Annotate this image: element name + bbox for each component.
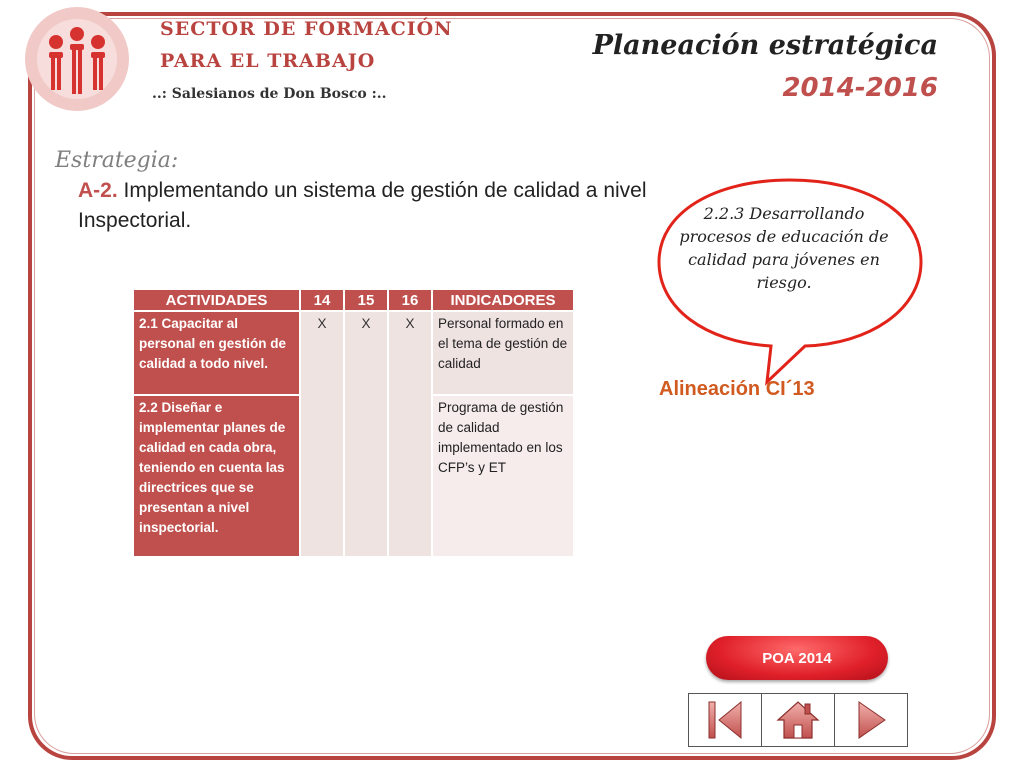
home-button[interactable] [762, 694, 835, 746]
activities-table [132, 288, 575, 558]
first-page-icon [703, 698, 747, 742]
indicator-cell: Programa de gestión de calidad implementado en los CFP’s y ET [433, 396, 573, 556]
header-year-15: 15 [345, 290, 387, 310]
header-indicadores: INDICADORES [433, 290, 573, 310]
strategy-label: Estrategia: [55, 148, 179, 173]
org-subtitle: ..: Salesianos de Don Bosco :.. [152, 86, 387, 102]
poa-2014-button[interactable]: POA 2014 [706, 636, 888, 680]
activity-cell: 2.1 Capacitar al personal en gestión de calidad a todo nivel. [134, 312, 299, 394]
header-year-14: 14 [301, 290, 343, 310]
header-actividades: ACTIVIDADES [134, 290, 299, 310]
alignment-bubble [655, 176, 925, 386]
bubble-text: 2.2.3 Desarrollando procesos de educación de calidad para jóvenes en riesgo. [679, 204, 889, 292]
next-page-button[interactable] [835, 694, 907, 746]
salesianos-logo [22, 4, 132, 114]
indicator-cell: Personal formado en el tema de gestión de calidad [433, 312, 573, 394]
alineacion-label: Alineación CI´13 [659, 378, 815, 400]
next-page-icon [849, 698, 893, 742]
table-header-row [134, 290, 573, 310]
home-icon [775, 698, 821, 742]
strategy-text [78, 176, 653, 236]
year-14-cell: X [301, 312, 343, 556]
strategy-description: Implementando un sistema de gestión de calidad a nivel Inspectorial. [78, 179, 647, 232]
page-title: Planeación estratégica [592, 30, 938, 61]
strategy-code: A-2. [78, 179, 118, 202]
table-row [134, 312, 573, 394]
year-15-cell: X [345, 312, 387, 556]
year-16-cell: X [389, 312, 431, 556]
navigation-bar [688, 693, 908, 747]
org-name-line2: PARA EL TRABAJO [160, 50, 376, 72]
activity-cell: 2.2 Diseñar e implementar planes de calidad en cada obra, teniendo en cuenta las directrices que se presentan a nivel inspectorial. [134, 396, 299, 556]
first-page-button[interactable] [689, 694, 762, 746]
org-name-line1: SECTOR DE FORMACIÓN [160, 18, 453, 40]
header-year-16: 16 [389, 290, 431, 310]
page-years: 2014-2016 [782, 73, 938, 103]
